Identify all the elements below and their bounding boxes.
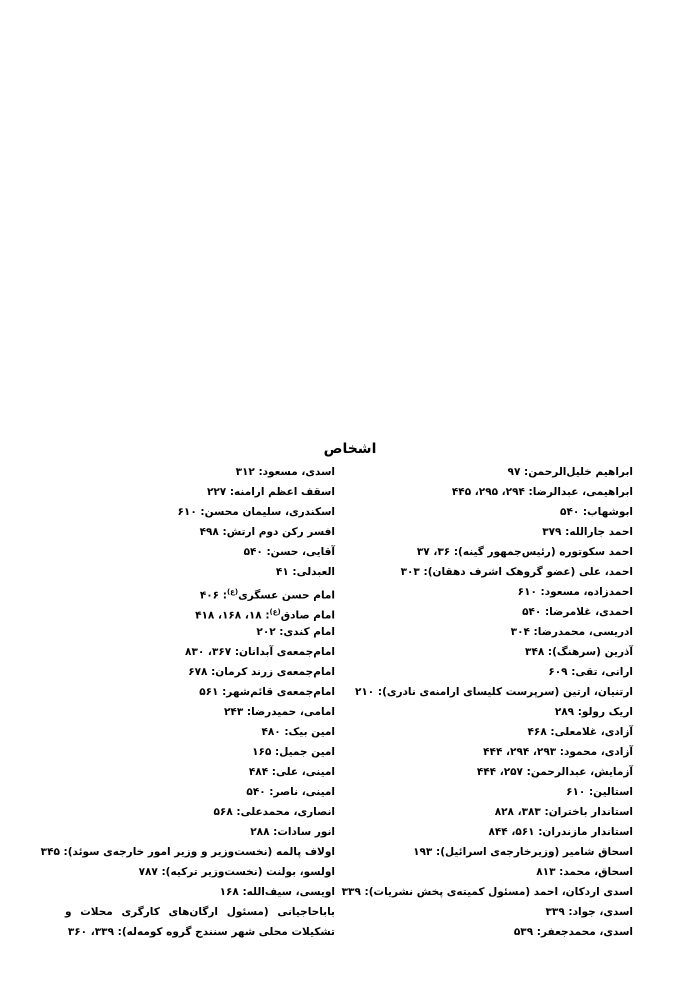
index-entry: باباحاجیانی (مسئول ارگان‌های کارگری محلات و تشکیلات محلی شهر سنندج گروه کومه‌له): ۳۳۹، ۳۶۰ bbox=[65, 906, 335, 938]
index-entry: ادریسی، محمدرضا: ۳۰۴ bbox=[510, 626, 633, 638]
index-entry: اسحاق، محمد: ۸۱۳ bbox=[536, 866, 633, 878]
index-entry: احمدی، غلامرضا: ۵۴۰ bbox=[522, 606, 633, 618]
index-entry: اسقف اعظم ارامنه: ۲۲۷ bbox=[206, 486, 335, 498]
index-entry: ابراهیم خلیل‌الرحمن: ۹۷ bbox=[507, 466, 633, 478]
index-entry: آزمایش، عبدالرحمن: ۲۵۷، ۴۴۴ bbox=[476, 766, 633, 778]
entry-name: امام صادق bbox=[280, 609, 335, 622]
index-column-right bbox=[333, 462, 633, 942]
index-entry: ارانی، تقی: ۶۰۹ bbox=[548, 666, 633, 678]
index-entry: اسحاق شامیر (وزیرخارجه‌ی اسرائیل): ۱۹۳ bbox=[413, 846, 633, 858]
honorific-mark: (ع) bbox=[269, 608, 281, 616]
index-entry: انور سادات: ۲۸۸ bbox=[250, 826, 335, 838]
index-entry: اریک رولو: ۲۸۹ bbox=[554, 706, 633, 718]
index-entry: اسدی، محمدجعفر: ۵۳۹ bbox=[513, 926, 633, 938]
index-entry: امام‌جمعه‌ی آبدانان: ۳۶۷، ۸۳۰ bbox=[185, 646, 335, 658]
index-entry: اولسو، بولنت (نخست‌وزیر ترکیه): ۷۸۷ bbox=[138, 866, 335, 878]
index-entry: احمد سکوتوره (رئیس‌جمهور گینه): ۳۶، ۳۷ bbox=[416, 546, 633, 558]
index-entry: امین بیک: ۴۸۰ bbox=[261, 726, 335, 738]
index-entry: آذرین (سرهنگ): ۳۴۸ bbox=[525, 646, 633, 658]
index-entry bbox=[65, 582, 335, 602]
index-entry: آزادی، محمود: ۲۹۳، ۲۹۴، ۴۴۴ bbox=[483, 746, 633, 758]
index-entry: احمد جارالله: ۳۷۹ bbox=[542, 526, 633, 538]
index-entry: ارتنیان، ارتین (سرپرست کلیسای ارامنه‌ی نادری): ۲۱۰ bbox=[354, 686, 633, 698]
index-entry: اولاف پالمه (نخست‌وزیر و وزیر امور خارجه‌ی سوئد): ۳۴۵ bbox=[40, 846, 335, 858]
index-entry: اویسی، سیف‌الله: ۱۶۸ bbox=[219, 886, 335, 898]
index-entry: اسکندری، سلیمان محسن: ۶۱۰ bbox=[177, 506, 335, 518]
index-entry: امینی، ناصر: ۵۴۰ bbox=[246, 786, 335, 798]
index-entry: انصاری، محمدعلی: ۵۶۸ bbox=[213, 806, 335, 818]
index-entry: اسدی، جواد: ۳۳۹ bbox=[545, 906, 633, 918]
index-entry: اسدی اردکان، احمد (مسئول کمیته‌ی پخش نشریات): ۳۳۹ bbox=[341, 886, 633, 898]
index-entry: امام‌جمعه‌ی قائم‌شهر: ۵۶۱ bbox=[199, 686, 335, 698]
index-entry: استالین: ۶۱۰ bbox=[566, 786, 633, 798]
index-entry: آقایی، حسن: ۵۴۰ bbox=[243, 546, 335, 558]
index-column-left bbox=[40, 462, 335, 942]
index-entry: احمد، علی (عضو گروهک اشرف دهقان): ۳۰۳ bbox=[400, 566, 633, 578]
entry-pages: : ۱۸، ۱۶۸، ۴۱۸ bbox=[195, 609, 270, 622]
index-entry: آزادی، غلامعلی: ۴۶۸ bbox=[527, 726, 633, 738]
index-entry: اسدی، مسعود: ۳۱۲ bbox=[235, 466, 335, 478]
index-entry: امینی، علی: ۴۸۴ bbox=[248, 766, 335, 778]
index-entry: ابوشهاب: ۵۴۰ bbox=[560, 506, 633, 518]
index-entry: افسر رکن دوم ارتش: ۴۹۸ bbox=[199, 526, 335, 538]
entry-name: امام حسن عسگری bbox=[238, 589, 335, 602]
page-heading: اشخاص bbox=[323, 441, 377, 457]
index-entry: امام کندی: ۲۰۲ bbox=[256, 626, 335, 638]
index-entry: ابراهیمی، عبدالرضا: ۲۹۴، ۲۹۵، ۴۴۵ bbox=[451, 486, 633, 498]
index-entry: استاندار باختران: ۳۸۳، ۸۲۸ bbox=[494, 806, 633, 818]
index-entry: امامی، حمیدرضا: ۲۴۳ bbox=[224, 706, 335, 718]
index-entry: امام‌جمعه‌ی زرند کرمان: ۶۷۸ bbox=[188, 666, 335, 678]
index-entry: استاندار مازندران: ۵۶۱، ۸۴۴ bbox=[488, 826, 633, 838]
entry-pages: : ۴۰۶ bbox=[199, 589, 227, 602]
index-entry: امین جمیل: ۱۶۵ bbox=[252, 746, 335, 758]
honorific-mark: (ع) bbox=[226, 588, 239, 596]
index-entry: العبدلی: ۴۱ bbox=[275, 566, 335, 578]
index-entry bbox=[65, 602, 335, 622]
index-entry: احمدزاده، مسعود: ۶۱۰ bbox=[517, 586, 633, 598]
